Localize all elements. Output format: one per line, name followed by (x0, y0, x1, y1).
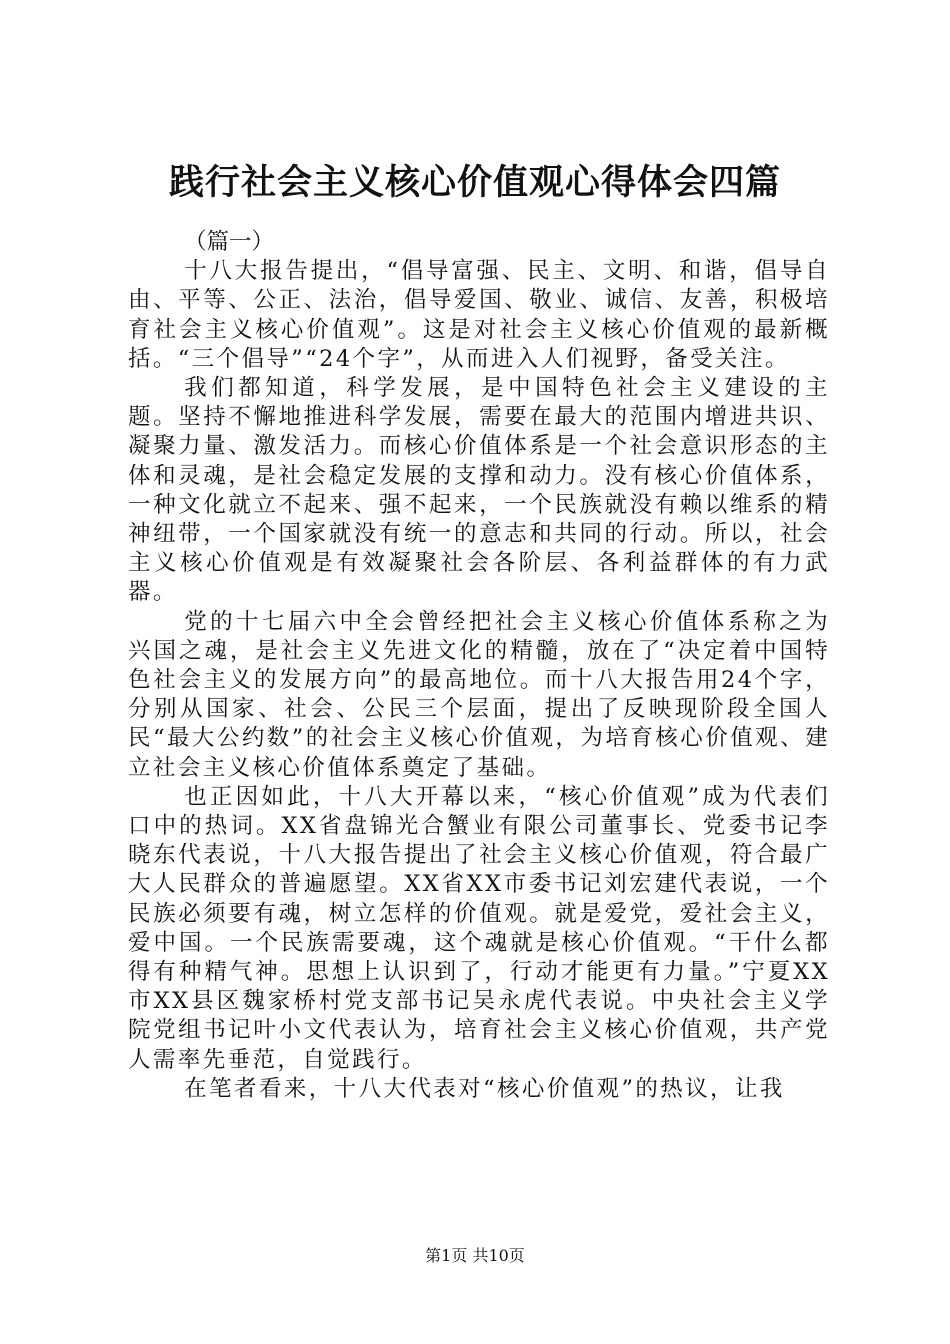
document-body (128, 228, 830, 1104)
paragraph-2: 我们都知道，科学发展，是中国特色社会主义建设的主题。坚持不懈地推进科学发展，需要在最大的范围内增进共识、凝聚力量、激发活力。而核心价值体系是一个社会意识形态的主体和灵魂，是社会稳定发展的支撑和动力。没有核心价值体系，一种文化就立不起来、强不起来，一个民族就没有赖以维系的精神纽带，一个国家就没有统一的意志和共同的行动。所以，社会主义核心价值观是有效凝聚社会各阶层、各利益群体的有力武器。 (128, 375, 830, 606)
document-title: 践行社会主义核心价值观心得体会四篇 (168, 162, 781, 203)
paragraph-1: 十八大报告提出，“倡导富强、民主、文明、和谐，倡导自由、平等、公正、法治，倡导爱国、敬业、诚信、友善，积极培育社会主义核心价值观”。这是对社会主义核心价值观的最新概括。“三个倡导”“24个字”，从而进入人们视野，备受关注。 (128, 258, 830, 372)
page-footer: 第1页 共10页 (425, 1246, 525, 1265)
section-label: （篇一） (184, 229, 275, 255)
paragraph-3: 党的十七届六中全会曾经把社会主义核心价值体系称之为兴国之魂，是社会主义先进文化的精髓，放在了“决定着中国特色社会主义的发展方向”的最高地位。而十八大报告用24个字，分别从国家、社会、公民三个层面，提出了反映现阶段全国人民“最大公约数”的社会主义核心价值观，为培育核心价值观、建立社会主义核心价值体系奠定了基础。 (128, 608, 830, 781)
paragraph-5: 在笔者看来，十八大代表对“核心价值观”的热议，让我 (184, 1075, 785, 1102)
paragraph-4: 也正因如此，十八大开幕以来，“核心价值观”成为代表们口中的热词。XX省盘锦光合蟹业有限公司董事长、党委书记李晓东代表说，十八大报告提出了社会主义核心价值观，符合最广大人民群众的普遍愿望。XX省XX市委书记刘宏建代表说，一个民族必须要有魂，树立怎样的价值观。就是爱党，爱社会主义，爱中国。一个民族需要魂，这个魂就是核心价值观。“干什么都得有种精气神。思想上认识到了，行动才能更有力量。”宁夏XX市XX县区魏家桥村党支部书记吴永虎代表说。中央社会主义学院党组书记叶小文代表认为，培育社会主义核心价值观，共产党人需率先垂范，自觉践行。 (128, 783, 830, 1073)
